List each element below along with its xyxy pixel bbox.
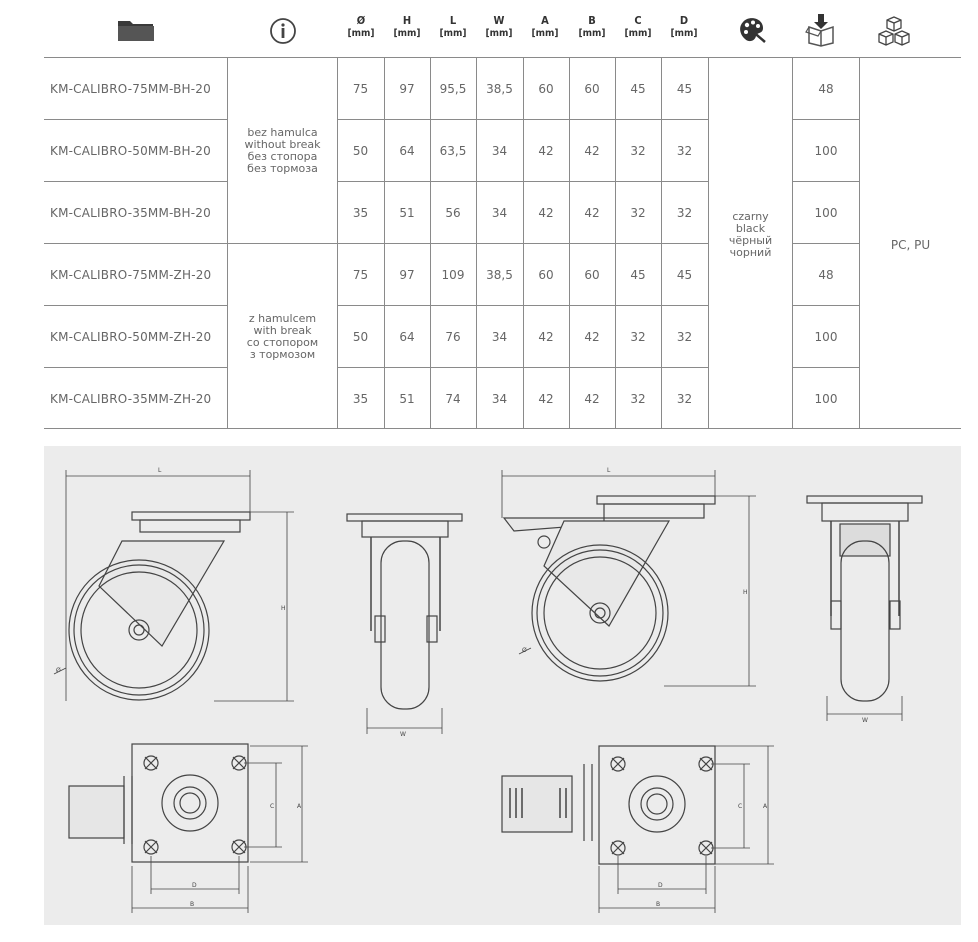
- pack-quantity: 48: [818, 267, 834, 282]
- color-description: czarny black чёрный чорний: [728, 210, 773, 259]
- dimension-value: 97: [399, 81, 415, 96]
- dim-label-b: B: [190, 901, 195, 908]
- dimension-value: 38,5: [486, 267, 513, 282]
- dimension-value: 50: [352, 143, 369, 158]
- dim-label-d-2: D: [658, 882, 663, 889]
- header-diameter: Ø [mm]: [347, 14, 375, 39]
- dimension-value: 42: [538, 329, 554, 344]
- boxes-stack-icon: [876, 15, 912, 47]
- dimension-value: 97: [399, 267, 415, 282]
- dimension-value: 75: [352, 267, 369, 282]
- top-view-with-brake: [502, 746, 774, 913]
- header-h: H [mm]: [393, 14, 421, 39]
- dimension-value: 109: [441, 267, 465, 282]
- dim-label-h-2: H: [743, 589, 748, 596]
- dimension-value: 32: [676, 391, 693, 406]
- header-b: B [mm]: [578, 14, 606, 39]
- dimension-value: 42: [584, 391, 600, 406]
- dim-label-l-2: L: [607, 467, 611, 474]
- dimension-value: 64: [399, 329, 415, 344]
- dimension-value: 74: [445, 391, 461, 406]
- product-code: KM-CALIBRO-75MM-ZH-20: [50, 267, 212, 282]
- dimension-value: 32: [676, 329, 693, 344]
- pack-quantity: 100: [814, 329, 838, 344]
- dim-label-l: L: [158, 467, 162, 474]
- dimension-value: 35: [352, 391, 369, 406]
- dim-label-a: A: [297, 803, 302, 810]
- dimension-value: 56: [445, 205, 461, 220]
- technical-drawings: [44, 446, 961, 925]
- dimension-value: 35: [352, 205, 369, 220]
- header-d: D [mm]: [670, 14, 698, 39]
- dimension-value: 60: [538, 81, 554, 96]
- dimension-value: 63,5: [439, 143, 467, 158]
- side-view-without-brake: [54, 470, 294, 701]
- product-code: KM-CALIBRO-50MM-ZH-20: [50, 329, 212, 344]
- dimension-value: 42: [538, 205, 554, 220]
- dimension-value: 50: [352, 329, 369, 344]
- dimension-value: 32: [630, 329, 646, 344]
- dim-label-c: C: [270, 803, 275, 810]
- header-a: A [mm]: [531, 14, 559, 39]
- header-c: C [mm]: [624, 14, 652, 39]
- pack-quantity: 100: [814, 391, 838, 406]
- dimension-value: 32: [676, 205, 693, 220]
- dim-label-dia-2: Ø: [522, 647, 527, 654]
- dimension-value: 75: [352, 81, 369, 96]
- dimension-value: 60: [584, 81, 600, 96]
- pack-quantity: 48: [818, 81, 834, 96]
- dim-label-dia: Ø: [56, 667, 61, 674]
- dimension-value: 32: [630, 391, 646, 406]
- dimension-value: 42: [584, 329, 600, 344]
- dim-label-a-2: A: [763, 803, 768, 810]
- dimension-value: 45: [676, 81, 693, 96]
- dimension-value: 42: [538, 391, 554, 406]
- palette-icon: [737, 16, 767, 44]
- header-w: W [mm]: [485, 14, 513, 39]
- product-code: KM-CALIBRO-35MM-ZH-20: [50, 391, 212, 406]
- dim-label-h: H: [281, 605, 286, 612]
- dim-label-c-2: C: [738, 803, 743, 810]
- dim-label-w-2: W: [862, 717, 868, 724]
- dimension-value: 45: [630, 81, 646, 96]
- info-icon: [269, 17, 297, 45]
- material-text: PC, PU: [890, 238, 931, 252]
- dimension-value: 51: [399, 391, 415, 406]
- dimension-value: 64: [399, 143, 415, 158]
- product-code: KM-CALIBRO-50MM-BH-20: [50, 143, 211, 158]
- dimension-value: 45: [630, 267, 646, 282]
- dimension-value: 32: [630, 143, 646, 158]
- dimension-value: 45: [676, 267, 693, 282]
- dimension-value: 76: [445, 329, 461, 344]
- dimension-value: 42: [584, 205, 600, 220]
- dimension-value: 42: [538, 143, 554, 158]
- dimension-value: 34: [491, 391, 508, 406]
- product-code: KM-CALIBRO-75MM-BH-20: [50, 81, 211, 96]
- product-code: KM-CALIBRO-35MM-BH-20: [50, 205, 211, 220]
- dimension-value: 34: [491, 329, 508, 344]
- dimension-value: 32: [630, 205, 646, 220]
- dimension-value: 34: [491, 205, 508, 220]
- brake-description-with: z hamulcem with break со стопором з тормозом: [246, 312, 319, 361]
- header-l: L [mm]: [439, 14, 467, 39]
- box-download-icon: [805, 13, 837, 47]
- side-view-with-brake: [502, 470, 756, 686]
- folder-icon: [117, 18, 155, 42]
- top-view-without-brake: [69, 744, 308, 913]
- dim-label-w: W: [400, 731, 406, 738]
- dimension-value: 51: [399, 205, 415, 220]
- dimension-value: 60: [584, 267, 600, 282]
- dim-label-b-2: B: [656, 901, 661, 908]
- dimension-value: 38,5: [486, 81, 513, 96]
- pack-quantity: 100: [814, 143, 838, 158]
- dimension-value: 32: [676, 143, 693, 158]
- pack-quantity: 100: [814, 205, 838, 220]
- dimension-value: 34: [491, 143, 508, 158]
- front-view-without-brake: [347, 514, 462, 734]
- col-sep: [227, 57, 228, 429]
- brake-description-without: bez hamulca without break без стопора без тормоза: [244, 126, 321, 175]
- dimension-value: 95,5: [439, 81, 467, 96]
- dim-label-d: D: [192, 882, 197, 889]
- dimension-value: 42: [584, 143, 600, 158]
- front-view-with-brake: [807, 496, 922, 721]
- dimension-value: 60: [538, 267, 554, 282]
